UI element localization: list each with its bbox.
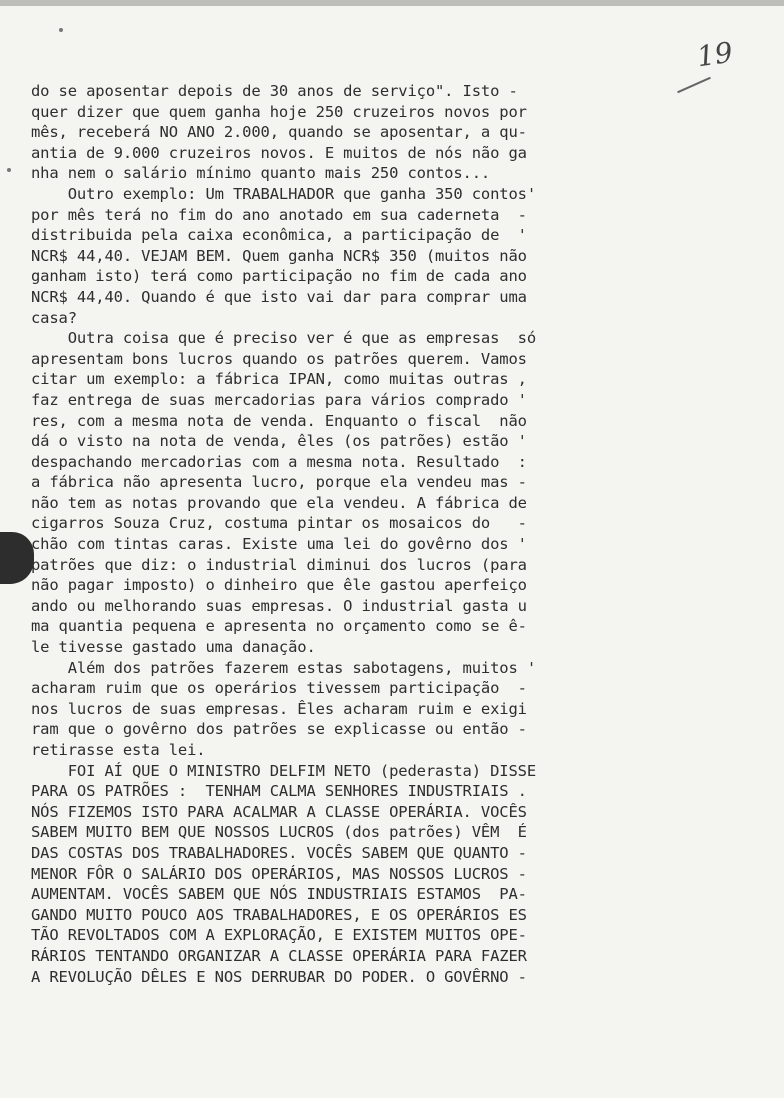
text-line: ma quantia pequena e apresenta no orçamento como se ê- xyxy=(31,617,527,636)
text-line: NCR$ 44,40. Quando é que isto vai dar para comprar uma xyxy=(31,287,527,306)
text-line: quer dizer que quem ganha hoje 250 cruzeiros novos por xyxy=(31,102,527,121)
text-line: MENOR FÔR O SALÁRIO DOS OPERÁRIOS, MAS NOSSOS LUCROS - xyxy=(31,864,527,883)
text-line: casa? xyxy=(31,308,77,327)
margin-speck xyxy=(59,28,63,32)
text-line: res, com a mesma nota de venda. Enquanto o fiscal não xyxy=(31,411,527,430)
text-line: antia de 9.000 cruzeiros novos. E muitos de nós não ga xyxy=(31,143,527,162)
text-line: cigarros Souza Cruz, costuma pintar os mosaicos do - xyxy=(31,514,527,533)
text-line: do se aposentar depois de 30 anos de serviço". Isto - xyxy=(31,82,518,100)
text-line: chão com tintas caras. Existe uma lei do govêrno dos ' xyxy=(31,535,527,554)
handwritten-page-number: 19 xyxy=(694,35,735,74)
text-line: nha nem o salário mínimo quanto mais 250 contos... xyxy=(31,164,491,183)
text-line: distribuida pela caixa econômica, a participação de ' xyxy=(31,226,527,245)
text-line: NCR$ 44,40. VEJAM BEM. Quem ganha NCR$ 350 (muitos não xyxy=(31,246,527,265)
text-line: não pagar imposto) o dinheiro que êle gastou aperfeiço xyxy=(31,576,527,595)
text-line: dá o visto na nota de venda, êles (os patrões) estão ' xyxy=(31,432,527,451)
text-line: SABEM MUITO BEM QUE NOSSOS LUCROS (dos patrões) VÊM É xyxy=(31,823,527,842)
text-line: apresentam bons lucros quando os patrões querem. Vamos xyxy=(31,349,527,368)
typewritten-text-block xyxy=(31,81,747,987)
text-line: ganham isto) terá como participação no fim de cada ano xyxy=(31,267,527,286)
text-line: por mês terá no fim do ano anotado em sua caderneta - xyxy=(31,205,527,224)
text-line: le tivesse gastado uma danação. xyxy=(31,638,316,657)
text-line: patrões que diz: o industrial diminui dos lucros (para xyxy=(31,555,527,574)
text-line: A REVOLUÇÃO DÊLES E NOS DERRUBAR DO PODER. O GOVÊRNO - xyxy=(31,967,527,986)
text-line: despachando mercadorias com a mesma nota. Resultado : xyxy=(31,452,527,471)
text-line: Outro exemplo: Um TRABALHADOR que ganha 350 contos' xyxy=(31,184,536,203)
text-line: FOI AÍ QUE O MINISTRO DELFIM NETO (pederasta) DISSE xyxy=(31,761,536,780)
text-line: PARA OS PATRÕES : TENHAM CALMA SENHORES INDUSTRIAIS . xyxy=(31,782,527,801)
text-line: Outra coisa que é preciso ver é que as empresas só xyxy=(31,329,536,348)
text-line: RÁRIOS TENTANDO ORGANIZAR A CLASSE OPERÁRIA PARA FAZER xyxy=(31,946,527,965)
text-line: retirasse esta lei. xyxy=(31,741,206,759)
text-line: AUMENTAM. VOCÊS SABEM QUE NÓS INDUSTRIAIS ESTAMOS PA- xyxy=(31,885,527,904)
scan-top-edge xyxy=(0,0,784,6)
text-line: faz entrega de suas mercadorias para vários comprado ' xyxy=(31,390,527,409)
text-line: ram que o govêrno dos patrões se explicasse ou então - xyxy=(31,720,527,739)
text-line: a fábrica não apresenta lucro, porque ela vendeu mas - xyxy=(31,473,527,492)
text-line: NÓS FIZEMOS ISTO PARA ACALMAR A CLASSE OPERÁRIA. VOCÊS xyxy=(31,802,527,821)
text-line: citar um exemplo: a fábrica IPAN, como muitas outras , xyxy=(31,370,527,389)
text-line: não tem as notas provando que ela vendeu. A fábrica de xyxy=(31,493,527,512)
text-line: ando ou melhorando suas empresas. O industrial gasta u xyxy=(31,596,527,615)
text-line: nos lucros de suas empresas. Êles acharam ruim e exigi xyxy=(31,699,527,718)
text-line: mês, receberá NO ANO 2.000, quando se aposentar, a qu- xyxy=(31,123,527,142)
text-line: TÃO REVOLTADOS COM A EXPLORAÇÃO, E EXISTEM MUITOS OPE- xyxy=(31,926,527,945)
binder-hole-mark xyxy=(0,532,34,584)
text-line: DAS COSTAS DOS TRABALHADORES. VOCÊS SABEM QUE QUANTO - xyxy=(31,843,527,862)
text-line: acharam ruim que os operários tivessem participação - xyxy=(31,679,527,698)
margin-speck xyxy=(7,168,11,172)
text-line: GANDO MUITO POUCO AOS TRABALHADORES, E OS OPERÁRIOS ES xyxy=(31,905,527,924)
text-line: Além dos patrões fazerem estas sabotagens, muitos ' xyxy=(31,658,536,677)
